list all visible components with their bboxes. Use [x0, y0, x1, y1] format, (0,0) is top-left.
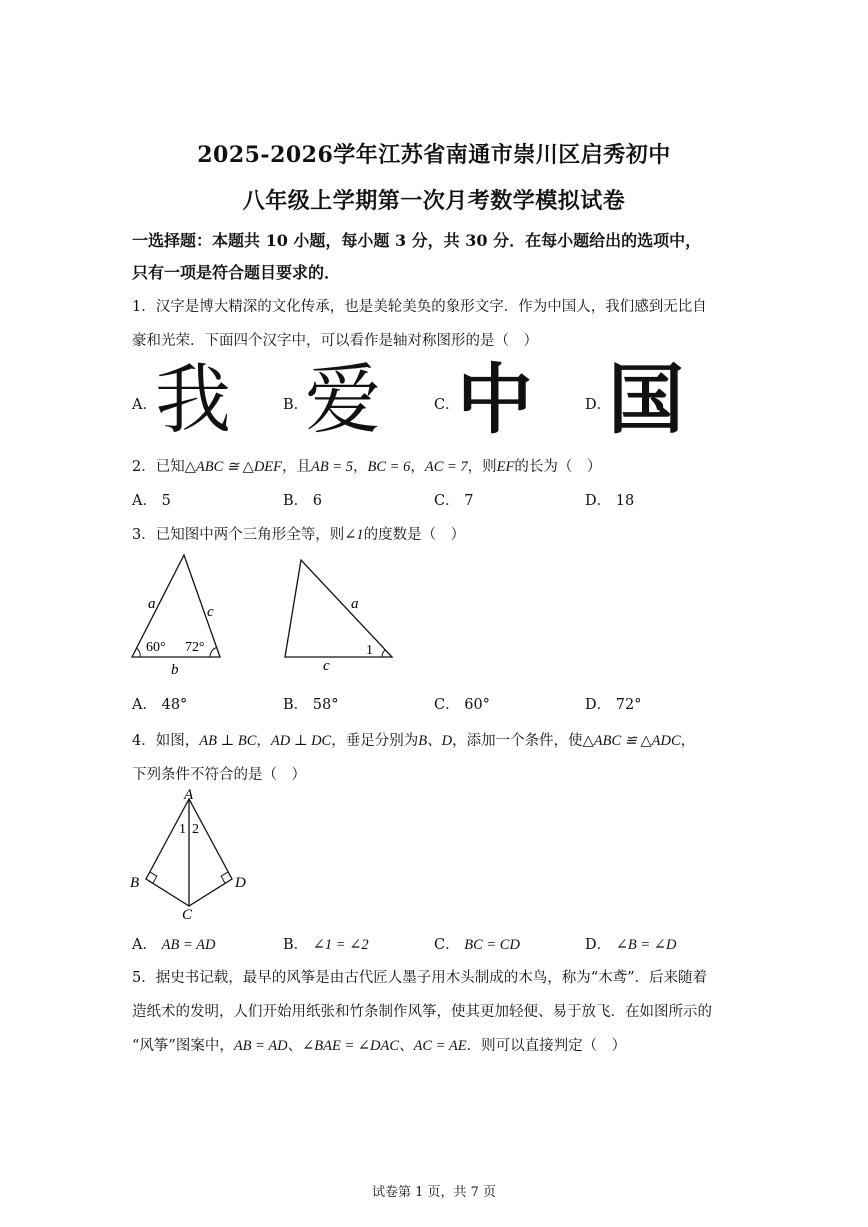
q1-option-c-label[interactable]: C． [434, 397, 460, 413]
q3-option-d-value: 72° [615, 697, 642, 713]
exam-title-line1: 2025-2026学年江苏省南通市崇川区启秀初中 [197, 142, 671, 168]
q2-option-a[interactable] [132, 489, 171, 510]
q2-option-b-label: B． [283, 493, 309, 509]
q5-stem-line1: 5．据史书记载，最早的风筝是由古代匠人墨子用木头制成的木鸟，称为“木鸢”．后来随着 [132, 970, 708, 986]
q3-text-1: 3．已知图中两个三角形全等，则 [132, 527, 345, 543]
q4-option-b-label: B． [283, 937, 309, 953]
q2-math-ab: AB = 5 [311, 459, 354, 475]
q5-text-4: ．则可以直接判定（ ） [466, 1038, 627, 1054]
q2-option-a-label: A． [132, 493, 157, 509]
q4-kite-figure [120, 785, 270, 925]
q4-text-5: ， [680, 733, 696, 749]
q2-text-5: ，则 [467, 459, 497, 475]
q3-triangle-1-angle-right-arc [210, 648, 217, 658]
q3-text-2: 的度数是（ ） [363, 527, 466, 543]
q3-fig2-side-c: c [323, 658, 330, 674]
q3-fig1-angle-72: 72° [185, 640, 205, 655]
q3-triangle-2 [285, 560, 392, 657]
q4-option-a-value: AB = AD [161, 937, 216, 953]
q2-text-3: ， [353, 459, 368, 475]
q3-option-d-label: D． [585, 697, 612, 713]
q3-stem [132, 523, 465, 544]
q4-option-b[interactable] [283, 933, 369, 954]
q2-text-6: 的长为（ ） [514, 459, 602, 475]
q4-text-4: ，添加一个条件，使 [452, 733, 583, 749]
q3-fig2-angle-1: 1 [366, 643, 373, 658]
q2-option-a-value: 5 [161, 493, 171, 509]
q4-option-a[interactable] [132, 933, 215, 954]
q2-math-congruence: △ABC ≅ △DEF [184, 459, 283, 475]
q3-fig1-side-b: b [171, 662, 179, 678]
q2-option-c-label: C． [434, 493, 460, 509]
q5-text-1: “风筝”图案中， [132, 1038, 234, 1054]
q2-option-d[interactable] [585, 489, 634, 510]
q2-option-c-value: 7 [464, 493, 474, 509]
q2-math-ef: EF [496, 459, 515, 475]
q4-option-d-value: ∠B = ∠D [615, 937, 677, 953]
q4-label-d: D [235, 875, 246, 891]
q2-option-b[interactable] [283, 489, 322, 510]
q3-option-c[interactable] [434, 693, 490, 714]
page-footer: 试卷第 1 页，共 7 页 [371, 1185, 497, 1200]
q3-fig1-angle-60: 60° [146, 640, 166, 655]
q1-option-c-char: 中 [457, 355, 533, 444]
q4-math-ad-perp-dc: AD ⊥ DC [270, 733, 332, 749]
q4-math-congruence: △ABC ≌ △ADC [582, 733, 681, 749]
q2-option-d-label: D． [585, 493, 612, 509]
q4-stem-line2: 下列条件不符合的是（ ） [132, 767, 306, 783]
q2-text-2: ，且 [282, 459, 312, 475]
q3-fig1-side-c: c [207, 604, 214, 620]
q2-option-b-value: 6 [312, 493, 322, 509]
q5-text-3: 、 [399, 1038, 414, 1054]
q4-text-2: ， [256, 733, 271, 749]
q3-option-a[interactable] [132, 693, 187, 714]
q1-stem-line2: 豪和光荣．下面四个汉字中，可以看作是轴对称图形的是（ ） [132, 333, 538, 349]
q4-math-ab-perp-bc: AB ⊥ BC [199, 733, 257, 749]
q5-math-ab-ad: AB = AD [233, 1038, 288, 1054]
q4-option-d[interactable] [585, 933, 676, 954]
q2-option-c[interactable] [434, 489, 473, 510]
q3-fig1-side-a: a [148, 596, 156, 612]
q1-stem-line1: 1．汉字是博大精深的文化传承，也是美轮美奂的象形文字．作为中国人，我们感到无比自 [132, 299, 707, 315]
q1-option-d-label[interactable]: D． [585, 397, 612, 413]
q3-option-a-value: 48° [161, 697, 188, 713]
section-instructions-line2: 只有一项是符合题目要求的． [132, 263, 341, 282]
q2-option-d-value: 18 [615, 493, 635, 509]
q4-label-a: A [184, 787, 194, 803]
q4-text-1: 4．如图， [132, 733, 200, 749]
q4-option-c-label: C． [434, 937, 460, 953]
q5-math-angles: ∠BAE = ∠DAC [302, 1038, 400, 1054]
q3-fig2-side-a: a [351, 596, 359, 612]
q4-label-angle-1: 1 [179, 822, 186, 837]
q4-option-c[interactable] [434, 933, 520, 954]
q4-option-a-label: A． [132, 937, 157, 953]
q3-option-a-label: A． [132, 697, 157, 713]
q5-text-2: 、 [287, 1038, 303, 1054]
q3-option-c-label: C． [434, 697, 460, 713]
q4-stem-line1 [132, 729, 695, 750]
q1-option-a-char: 我 [155, 355, 231, 444]
q4-option-b-value: ∠1 = ∠2 [312, 937, 369, 953]
q5-math-ac-ae: AC = AE [413, 1038, 467, 1054]
q4-text-3: ，垂足分别为 [331, 733, 419, 749]
q1-option-b-char: 爱 [305, 355, 381, 444]
q3-triangle-1-angle-left-arc [136, 648, 140, 657]
q2-text-1: 2．已知 [132, 459, 185, 475]
q3-triangle-2-angle-arc [382, 650, 385, 657]
q3-triangles-figure [120, 550, 410, 680]
section-instructions-line1: 一选择题：本题共 10 小题，每小题 3 分，共 30 分．在每小题给出的选项中， [132, 231, 702, 250]
q3-option-b-label: B． [283, 697, 309, 713]
exam-title-line2: 八年级上学期第一次月考数学模拟试卷 [242, 188, 626, 214]
q1-option-a-label[interactable]: A． [132, 397, 157, 413]
q3-option-b-value: 58° [312, 697, 339, 713]
q2-stem [132, 455, 601, 476]
q4-label-c: C [182, 907, 193, 923]
q4-option-d-label: D． [585, 937, 612, 953]
q3-option-c-value: 60° [464, 697, 490, 713]
q4-option-c-value: BC = CD [464, 937, 520, 953]
q1-option-d-char: 国 [608, 355, 684, 444]
q1-option-b-label[interactable]: B． [283, 397, 309, 413]
q5-stem-line3 [132, 1034, 626, 1055]
q4-label-angle-2: 2 [192, 822, 199, 837]
q3-option-d[interactable] [585, 693, 641, 714]
q2-math-bc: BC = 6 [367, 459, 411, 475]
q2-math-ac: AC = 7 [424, 459, 468, 475]
q2-text-4: ， [410, 459, 425, 475]
q5-stem-line2: 造纸术的发明，人们开始用纸张和竹条制作风筝，使其更加轻便、易于放飞．在如图所示的 [132, 1004, 712, 1020]
q3-option-b[interactable] [283, 693, 338, 714]
q4-math-bd: B、D [418, 733, 453, 749]
q4-label-b: B [130, 875, 140, 891]
q3-math-angle1: ∠1 [344, 527, 364, 543]
